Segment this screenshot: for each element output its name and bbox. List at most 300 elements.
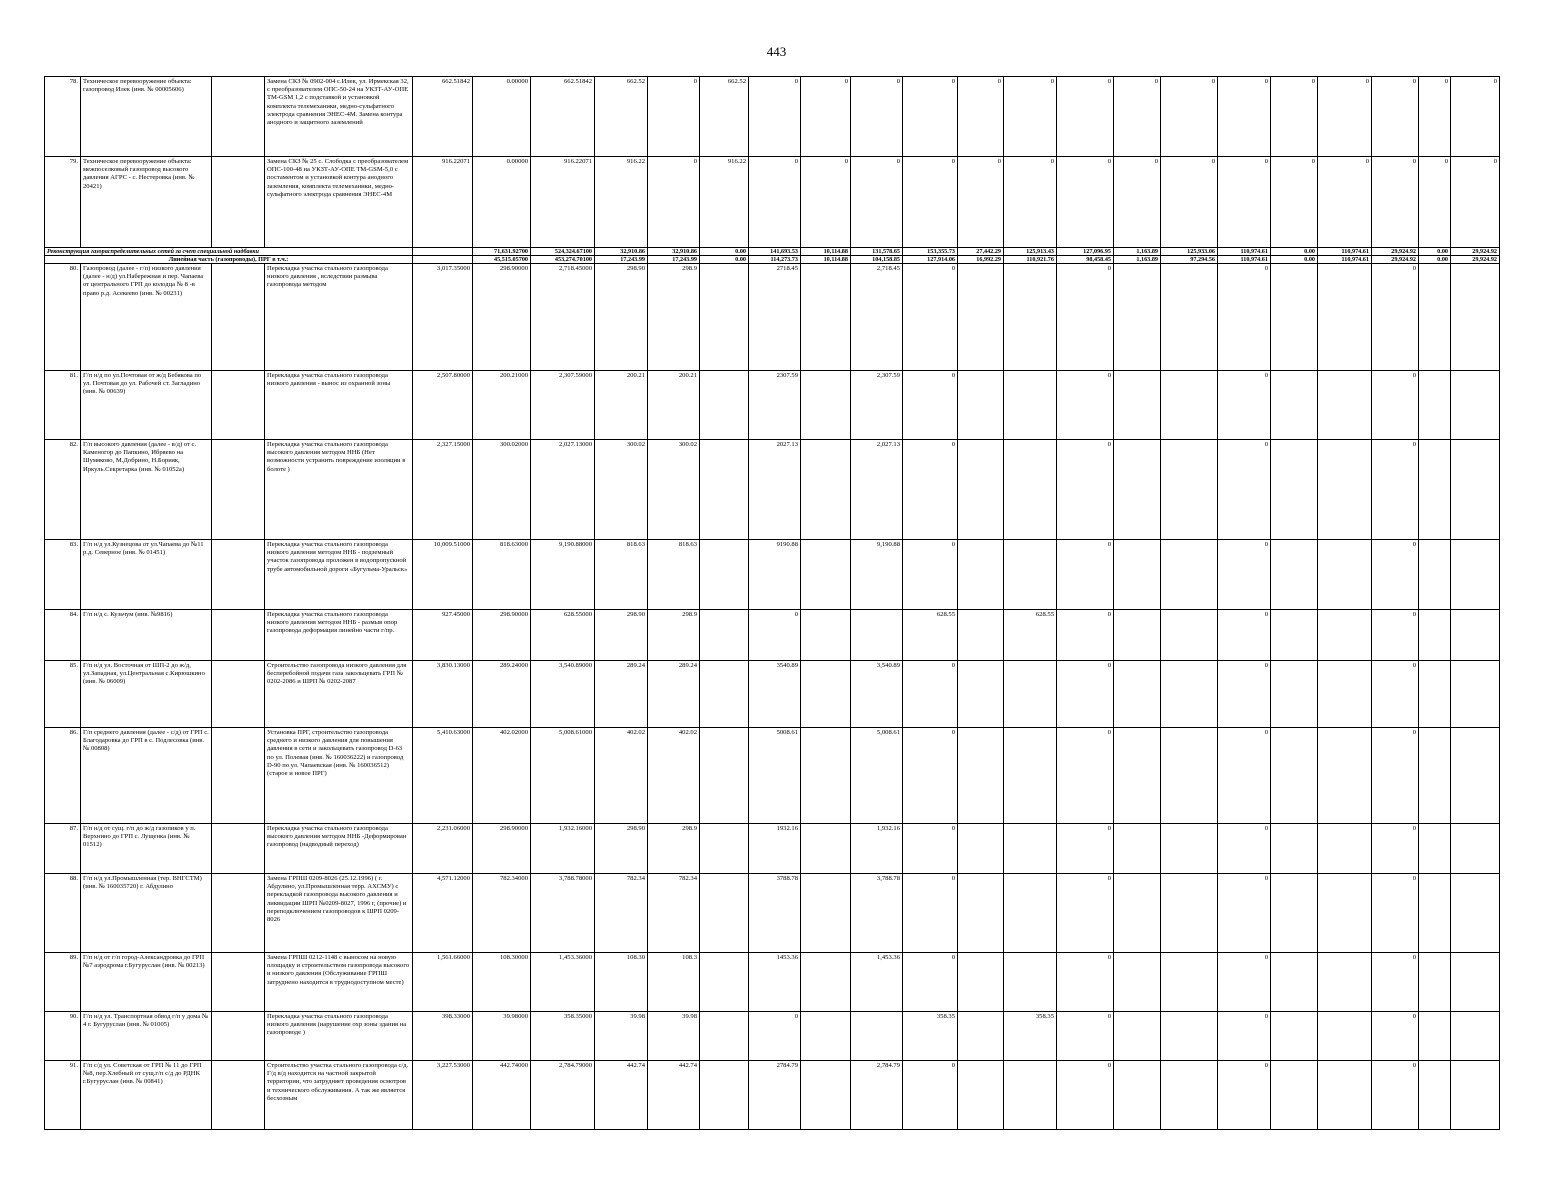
total-value-cell: 32,910.86 <box>595 248 648 256</box>
value-cell <box>700 1012 749 1061</box>
work-description: Замена ГРПШ 0212-1148 с выносом на новую площадку и строительством газопровода высокого и низкого давления (Обслуживание ГРПШ затруднено находится в труднодоступном месте) <box>265 953 413 1012</box>
value-cell: 0 <box>1057 824 1114 874</box>
total-value-cell: 0.00 <box>1271 248 1318 256</box>
value-cell <box>801 440 851 540</box>
table-row <box>45 440 1500 540</box>
value-cell: 402.02 <box>595 728 648 824</box>
blank-cell <box>212 371 265 440</box>
value-cell: 0 <box>1218 77 1271 157</box>
total-value-cell: 17,243.99 <box>595 256 648 264</box>
value-cell <box>1451 264 1500 371</box>
table-row <box>45 953 1500 1012</box>
value-cell <box>1004 661 1057 728</box>
total-value-cell: 10,114.88 <box>801 256 851 264</box>
value-cell <box>958 371 1004 440</box>
value-cell <box>1161 661 1218 728</box>
work-description: Перекладка участка стального газопровода высокого давления методом ННБ (Нет возможности устранить повреждение изоляции в болоте ) <box>265 440 413 540</box>
value-cell <box>1451 728 1500 824</box>
value-cell: 0 <box>1218 157 1271 248</box>
value-cell: 39.98000 <box>473 1012 531 1061</box>
value-cell: 442.74000 <box>473 1061 531 1130</box>
section-total-row <box>45 248 1500 256</box>
value-cell: 818.63 <box>595 540 648 610</box>
value-cell: 0 <box>851 157 903 248</box>
value-cell <box>1004 440 1057 540</box>
total-value-cell: 127,096.95 <box>1057 248 1114 256</box>
value-cell <box>801 661 851 728</box>
value-cell: 0 <box>1218 1012 1271 1061</box>
value-cell: 2,307.59 <box>851 371 903 440</box>
value-cell: 818.63 <box>648 540 700 610</box>
work-description: Перекладка участка стального газопровода низкого давления (нарушение охр зоны здания на газопроводе ) <box>265 1012 413 1061</box>
table-row <box>45 371 1500 440</box>
value-cell <box>958 661 1004 728</box>
value-cell <box>958 874 1004 953</box>
value-cell: 0.00000 <box>473 77 531 157</box>
value-cell: 0 <box>1372 264 1419 371</box>
value-cell <box>700 371 749 440</box>
value-cell: 0 <box>1218 874 1271 953</box>
blank-cell <box>212 661 265 728</box>
value-cell <box>1161 371 1218 440</box>
value-cell: 0 <box>903 157 958 248</box>
total-value-cell: 104,158.85 <box>851 256 903 264</box>
value-cell <box>1318 264 1372 371</box>
value-cell: 3,540.89 <box>851 661 903 728</box>
value-cell <box>1161 953 1218 1012</box>
value-cell: 298.9 <box>648 264 700 371</box>
value-cell <box>700 728 749 824</box>
work-description: Перекладка участка стального газопровода низкого давления методом ННБ - размыв опор газопровода деформация линейно части г/пр. <box>265 610 413 661</box>
value-cell: 0 <box>1451 157 1500 248</box>
value-cell: 0 <box>1057 1012 1114 1061</box>
value-cell <box>1318 953 1372 1012</box>
value-cell: 0 <box>903 874 958 953</box>
value-cell: 628.55 <box>903 610 958 661</box>
table-row <box>45 540 1500 610</box>
value-cell <box>1419 1061 1451 1130</box>
value-cell <box>1161 1061 1218 1130</box>
value-cell <box>1271 874 1318 953</box>
value-cell: 0 <box>1057 540 1114 610</box>
value-cell <box>700 610 749 661</box>
row-number: 83. <box>45 540 81 610</box>
value-cell <box>1451 953 1500 1012</box>
value-cell <box>1451 1061 1500 1130</box>
total-value-cell: 29,924.92 <box>1372 256 1419 264</box>
value-cell: 0 <box>1057 264 1114 371</box>
value-cell: 0 <box>749 1012 801 1061</box>
value-cell: 916.22 <box>595 157 648 248</box>
value-cell <box>1161 728 1218 824</box>
total-value-cell: 1,163.89 <box>1114 256 1161 264</box>
subsection-total-row <box>45 256 1500 264</box>
value-cell: 916.22071 <box>531 157 595 248</box>
value-cell: 358.35 <box>903 1012 958 1061</box>
value-cell: 289.24 <box>595 661 648 728</box>
value-cell: 402.02 <box>648 728 700 824</box>
value-cell: 0 <box>1218 1061 1271 1130</box>
value-cell: 298.9 <box>648 824 700 874</box>
value-cell: 300.02 <box>595 440 648 540</box>
value-cell <box>1271 610 1318 661</box>
page-number: 443 <box>766 44 787 59</box>
total-value-cell: 29,924.92 <box>1451 248 1500 256</box>
object-name: Г/п н/д с. Кузьчум (инв. №9816) <box>81 610 212 661</box>
value-cell <box>1114 1061 1161 1130</box>
value-cell: 39.98 <box>595 1012 648 1061</box>
total-value-cell: 114,273.73 <box>749 256 801 264</box>
value-cell: 662.51842 <box>413 77 473 157</box>
value-cell: 298.90000 <box>473 824 531 874</box>
value-cell: 0 <box>903 371 958 440</box>
value-cell: 0 <box>1372 440 1419 540</box>
value-cell: 0 <box>1372 661 1419 728</box>
total-value-cell: 97,294.56 <box>1161 256 1218 264</box>
total-value-cell: 453,274.70100 <box>531 256 595 264</box>
work-description: Перекладка участка стального газопровода высокого давления методом ННБ -Деформирован газопровод (надводный переход) <box>265 824 413 874</box>
value-cell: 108.3 <box>648 953 700 1012</box>
value-cell <box>1114 540 1161 610</box>
value-cell: 0 <box>648 157 700 248</box>
value-cell <box>801 874 851 953</box>
object-name: Г/п н/д ул.Кузнецова от ул.Чапаева до №11 р.д. Северное (инв. № 01451) <box>81 540 212 610</box>
total-value-cell: 98,458.45 <box>1057 256 1114 264</box>
total-value-cell: 524,324.67100 <box>531 248 595 256</box>
value-cell: 0 <box>648 77 700 157</box>
value-cell: 3788.78 <box>749 874 801 953</box>
value-cell <box>958 953 1004 1012</box>
value-cell <box>1271 264 1318 371</box>
total-value-cell: 29,924.92 <box>1451 256 1500 264</box>
blank-cell <box>212 264 265 371</box>
investment-program-table <box>44 76 1500 1130</box>
value-cell <box>1161 264 1218 371</box>
value-cell: 662.51842 <box>531 77 595 157</box>
value-cell <box>1004 728 1057 824</box>
value-cell <box>1318 728 1372 824</box>
value-cell: 1453.36 <box>749 953 801 1012</box>
row-number: 81. <box>45 371 81 440</box>
value-cell: 0 <box>1114 157 1161 248</box>
value-cell: 200.21 <box>595 371 648 440</box>
object-name: Г/п с/д ул. Советская от ГРП № 11 до ГРП №8, пер.Хлебный от сущ.г/п с/д до РДНК г.Бугуруслан (инв. № 00841) <box>81 1061 212 1130</box>
value-cell: 782.34000 <box>473 874 531 953</box>
total-value-cell: 110,921.76 <box>1004 256 1057 264</box>
value-cell <box>958 264 1004 371</box>
value-cell <box>1318 1012 1372 1061</box>
value-cell <box>1318 874 1372 953</box>
value-cell <box>801 371 851 440</box>
value-cell: 358.35000 <box>531 1012 595 1061</box>
value-cell <box>1114 264 1161 371</box>
value-cell: 0 <box>1218 610 1271 661</box>
value-cell: 0.00000 <box>473 157 531 248</box>
value-cell <box>801 728 851 824</box>
total-value-cell: 125,913.43 <box>1004 248 1057 256</box>
value-cell <box>851 1012 903 1061</box>
value-cell <box>958 1061 1004 1130</box>
value-cell: 0 <box>1372 77 1419 157</box>
value-cell <box>1451 874 1500 953</box>
total-value-cell: 0.00 <box>700 248 749 256</box>
value-cell <box>1419 371 1451 440</box>
value-cell: 398.33000 <box>413 1012 473 1061</box>
value-cell <box>958 824 1004 874</box>
work-description: Строительство газопровода низкого давления для бесперебойной подачи газа закольцевать ГРП № 0202-2086 и ШРП № 0202-2087 <box>265 661 413 728</box>
value-cell <box>1114 371 1161 440</box>
value-cell <box>1004 953 1057 1012</box>
value-cell: 108.30000 <box>473 953 531 1012</box>
table-row <box>45 728 1500 824</box>
value-cell <box>958 540 1004 610</box>
value-cell: 0 <box>1004 157 1057 248</box>
value-cell: 0 <box>1372 824 1419 874</box>
value-cell: 0 <box>1372 610 1419 661</box>
value-cell <box>1004 874 1057 953</box>
value-cell: 0 <box>1372 874 1419 953</box>
value-cell: 3,788.78 <box>851 874 903 953</box>
value-cell: 3,540.89000 <box>531 661 595 728</box>
value-cell: 0 <box>903 661 958 728</box>
total-value-cell: 10,114.88 <box>801 248 851 256</box>
value-cell <box>700 1061 749 1130</box>
value-cell: 0 <box>1218 824 1271 874</box>
blank-cell <box>212 953 265 1012</box>
value-cell: 0 <box>1057 874 1114 953</box>
value-cell: 10,009.51000 <box>413 540 473 610</box>
value-cell: 0 <box>903 1061 958 1130</box>
value-cell <box>1451 440 1500 540</box>
value-cell <box>1318 371 1372 440</box>
value-cell: 298.90 <box>595 610 648 661</box>
value-cell: 0 <box>1451 77 1500 157</box>
blank-cell <box>212 440 265 540</box>
row-number: 90. <box>45 1012 81 1061</box>
value-cell <box>851 610 903 661</box>
value-cell: 0 <box>1372 1012 1419 1061</box>
value-cell: 0 <box>903 953 958 1012</box>
total-value-cell: 110,974.61 <box>1218 256 1271 264</box>
value-cell: 9,190.88 <box>851 540 903 610</box>
object-name: Техническое перевооружение объекта: межпоселковый газопровод высокого давления АГРС - с. Нестеровка (инв. № 20421) <box>81 157 212 248</box>
value-cell: 0 <box>903 264 958 371</box>
value-cell: 916.22 <box>700 157 749 248</box>
value-cell: 1,453.36000 <box>531 953 595 1012</box>
value-cell <box>958 728 1004 824</box>
value-cell: 0 <box>958 77 1004 157</box>
value-cell <box>1271 371 1318 440</box>
value-cell <box>1271 953 1318 1012</box>
table-row <box>45 824 1500 874</box>
value-cell: 2718.45 <box>749 264 801 371</box>
value-cell: 3,830.13000 <box>413 661 473 728</box>
value-cell <box>1451 824 1500 874</box>
value-cell <box>1114 610 1161 661</box>
value-cell: 0 <box>1271 77 1318 157</box>
row-number: 79. <box>45 157 81 248</box>
value-cell: 0 <box>958 157 1004 248</box>
value-cell <box>1161 440 1218 540</box>
blank-cell <box>212 824 265 874</box>
object-name: Г/п н/д ул. Восточная от ШП-2 до ж/д, ул.Западная, ул.Центральная с.Кирюшкино (инв. № 06009) <box>81 661 212 728</box>
value-cell: 3540.89 <box>749 661 801 728</box>
value-cell <box>1114 824 1161 874</box>
value-cell: 0 <box>1161 77 1218 157</box>
value-cell <box>958 1012 1004 1061</box>
value-cell: 0 <box>749 157 801 248</box>
object-name: Г/п среднего давления (далее - с/д) от ГРП с. Благодаровка до ГРП в с. Подлесовка (инв. № 00808) <box>81 728 212 824</box>
value-cell: 0 <box>801 157 851 248</box>
total-value-cell: 27,442.29 <box>958 248 1004 256</box>
value-cell <box>1419 953 1451 1012</box>
value-cell <box>958 610 1004 661</box>
value-cell: 300.02 <box>648 440 700 540</box>
value-cell <box>1271 440 1318 540</box>
total-value-cell: 110,974.61 <box>1318 248 1372 256</box>
value-cell <box>700 264 749 371</box>
value-cell: 0 <box>1419 157 1451 248</box>
value-cell: 2,784.79 <box>851 1061 903 1130</box>
object-name: Г/п н/д от сущ. г/п до ж/д газопиков у п. Верхнино до ГРП с. Лущенка (инв. № 01512) <box>81 824 212 874</box>
value-cell <box>1114 440 1161 540</box>
work-description: Замена ГРПШ 0209-8026 (25.12.1996) ( г. Абдулино, ул.Промышленная терр. АХСМУ) с перекладкой газопровода высокого давления и ликвидации ШРП №0209-8027, 1996 г, (прочие) и переподключением газопроводов к ШРП 0209-8026 <box>265 874 413 953</box>
value-cell: 2,718.45 <box>851 264 903 371</box>
value-cell: 402.02000 <box>473 728 531 824</box>
value-cell: 0 <box>1057 77 1114 157</box>
value-cell: 0 <box>1218 728 1271 824</box>
value-cell <box>1161 824 1218 874</box>
value-cell: 2,307.59000 <box>531 371 595 440</box>
value-cell <box>801 953 851 1012</box>
value-cell: 0 <box>749 610 801 661</box>
value-cell <box>801 1061 851 1130</box>
value-cell: 0 <box>903 728 958 824</box>
value-cell: 662.52 <box>700 77 749 157</box>
value-cell: 0 <box>801 77 851 157</box>
work-description: Перекладка участка стального газопровода низкого давления - вынос из охранной зоны <box>265 371 413 440</box>
value-cell: 0 <box>1372 1061 1419 1130</box>
value-cell <box>1419 661 1451 728</box>
value-cell: 782.34 <box>595 874 648 953</box>
value-cell <box>700 953 749 1012</box>
value-cell: 5,008.61000 <box>531 728 595 824</box>
value-cell <box>1271 1012 1318 1061</box>
value-cell: 0 <box>1372 157 1419 248</box>
value-cell: 2,718.45000 <box>531 264 595 371</box>
value-cell <box>1419 1012 1451 1061</box>
value-cell: 1,453.36 <box>851 953 903 1012</box>
value-cell: 0 <box>1057 661 1114 728</box>
value-cell <box>1451 371 1500 440</box>
value-cell: 5,410.63000 <box>413 728 473 824</box>
object-name: Газопровод (далее - г/п) низкого давления (далее - н/д) ул.Набережная и пер. Чапаева от центрального ГРП до колодца № 8 -в право р.д. Асекеево (инв. № 00231) <box>81 264 212 371</box>
value-cell: 0 <box>1057 371 1114 440</box>
value-cell: 0 <box>1372 728 1419 824</box>
value-cell: 5008.61 <box>749 728 801 824</box>
blank-cell <box>212 77 265 157</box>
value-cell <box>1451 661 1500 728</box>
blank-cell <box>212 874 265 953</box>
blank-cell <box>212 1061 265 1130</box>
row-number: 80. <box>45 264 81 371</box>
value-cell <box>1114 1012 1161 1061</box>
value-cell: 39.98 <box>648 1012 700 1061</box>
total-value-cell: 1,163.89 <box>1114 248 1161 256</box>
total-value-cell: 32,910.86 <box>648 248 700 256</box>
value-cell: 289.24000 <box>473 661 531 728</box>
table-row <box>45 1012 1500 1061</box>
value-cell: 298.90000 <box>473 610 531 661</box>
total-value-cell: 45,515.05700 <box>473 256 531 264</box>
value-cell <box>1419 540 1451 610</box>
value-cell: 927.45000 <box>413 610 473 661</box>
value-cell: 1,932.16 <box>851 824 903 874</box>
value-cell <box>1318 661 1372 728</box>
value-cell <box>1419 728 1451 824</box>
value-cell: 0 <box>1318 157 1372 248</box>
total-value-cell: 29,924.92 <box>1372 248 1419 256</box>
total-value-cell: 141,693.53 <box>749 248 801 256</box>
total-value-cell: 0.00 <box>1419 256 1451 264</box>
value-cell <box>700 824 749 874</box>
value-cell: 442.74 <box>595 1061 648 1130</box>
value-cell: 1,561.66000 <box>413 953 473 1012</box>
blank-cell <box>212 540 265 610</box>
value-cell <box>1419 610 1451 661</box>
value-cell: 3,017.35000 <box>413 264 473 371</box>
value-cell <box>1161 610 1218 661</box>
value-cell <box>1318 540 1372 610</box>
value-cell <box>1161 1012 1218 1061</box>
object-name: Г/п н/д по ул.Почтовая от ж/д Бебякова по ул. Почтовая до ул. Рабочей ст. Загладино (инв. № 00639) <box>81 371 212 440</box>
value-cell <box>1161 874 1218 953</box>
table-row <box>45 661 1500 728</box>
value-cell <box>801 264 851 371</box>
value-cell <box>801 1012 851 1061</box>
value-cell <box>1419 874 1451 953</box>
value-cell: 3,788.78000 <box>531 874 595 953</box>
value-cell <box>1004 371 1057 440</box>
object-name: Г/п н/д ул. Транспортная обвод г/п у дома № 4 г. Бугуруслан (инв. № 01005) <box>81 1012 212 1061</box>
value-cell: 289.24 <box>648 661 700 728</box>
value-cell: 0 <box>1218 661 1271 728</box>
value-cell: 300.02000 <box>473 440 531 540</box>
value-cell: 3,227.53000 <box>413 1061 473 1130</box>
value-cell <box>1271 1061 1318 1130</box>
value-cell: 2,231.06000 <box>413 824 473 874</box>
value-cell: 0 <box>1372 371 1419 440</box>
row-number: 88. <box>45 874 81 953</box>
value-cell: 0 <box>749 77 801 157</box>
value-cell: 782.34 <box>648 874 700 953</box>
value-cell <box>1161 540 1218 610</box>
value-cell: 200.21000 <box>473 371 531 440</box>
value-cell <box>1114 874 1161 953</box>
value-cell <box>1318 440 1372 540</box>
value-cell: 662.52 <box>595 77 648 157</box>
value-cell: 0 <box>903 824 958 874</box>
value-cell: 0 <box>903 77 958 157</box>
work-description: Перекладка участка стального газопровода низкого давления методом ННБ - подземный участок газопровода проложен в водопропускной трубе автомобильной дороги «Бугульма-Уральск» <box>265 540 413 610</box>
value-cell: 442.74 <box>648 1061 700 1130</box>
total-value-cell: 16,992.29 <box>958 256 1004 264</box>
value-cell <box>1451 610 1500 661</box>
value-cell: 200.21 <box>648 371 700 440</box>
total-value-cell: 127,914.06 <box>903 256 958 264</box>
value-cell: 2,027.13000 <box>531 440 595 540</box>
value-cell <box>1271 728 1318 824</box>
